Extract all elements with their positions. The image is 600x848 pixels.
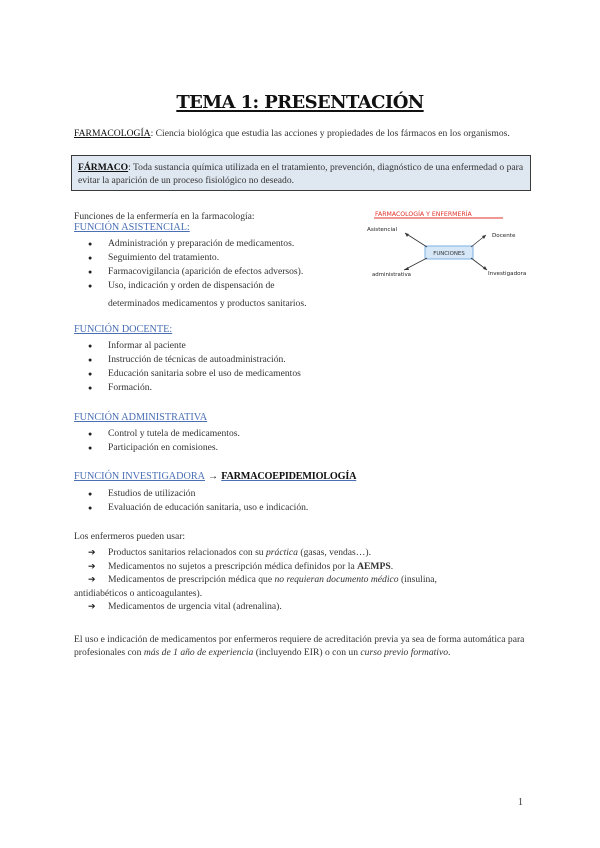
list-item: ➔ Medicamentos no sujetos a prescripción médica definidos por la AEMPS.: [88, 560, 394, 572]
arrow-asistencial: [405, 233, 427, 247]
list-item: ● Participación en comisiones.: [86, 441, 240, 455]
administrativa-list: [86, 427, 240, 455]
diagram-investigadora: Investigadora: [488, 271, 527, 277]
docente-list: [86, 339, 301, 395]
arrow-bullet-icon: ➔: [88, 547, 96, 557]
list-item: ● Farmacovigilancia (aparición de efectos adversos).: [86, 265, 303, 279]
arrow-bullet-icon: ➔: [88, 560, 96, 571]
list-item: ➔ Medicamentos de prescripción médica que no requieran documento médico (insulina,: [88, 574, 437, 585]
diagram-administrativa: administrativa: [372, 272, 411, 278]
list-item: ➔ Medicamentos de urgencia vital (adrenalina).: [88, 601, 282, 612]
diagram-title: FARMACOLOGÍA Y ENFERMERÍA: [375, 211, 472, 218]
list-item: ● Estudios de utilización: [86, 487, 308, 501]
arrowhead-investigadora: [483, 266, 487, 270]
investigadora-list: [86, 487, 308, 515]
investigadora-heading-label: FUNCIÓN INVESTIGADORA: [74, 471, 206, 482]
list-item: ● Uso, indicación y orden de dispensación de: [86, 279, 303, 293]
enfermeros-list: [74, 546, 437, 614]
farmaco-definition-box: [71, 155, 531, 191]
list-item: ● Control y tutela de medicamentos.: [86, 427, 240, 441]
list-item: ● Educación sanitaria sobre el uso de medicamentos: [86, 367, 301, 381]
asistencial-item-continuation: determinados medicamentos y productos sanitarios.: [108, 298, 307, 309]
farmacologia-text: : Ciencia biológica que estudia las acciones y propiedades de los fármacos en los organismos.: [150, 128, 510, 139]
farmaco-term: FÁRMACO: [78, 162, 129, 173]
arrow-bullet-icon: ➔: [88, 574, 96, 584]
diagram-center-label: FUNCIONES: [433, 251, 465, 257]
closing-paragraph: El uso e indicación de medicamentos por enfermeros requiere de acreditación previa ya sea de forma automática para profesionales con más de 1 año de experiencia (incluyendo EIR) o con un curso previo formativo.: [74, 634, 525, 658]
farmacoepidemiologia-label: FARMACOEPIDEMIOLOGÍA: [221, 471, 357, 482]
right-arrow-icon: →: [208, 471, 219, 482]
arrowhead-docente: [482, 235, 486, 239]
funciones-intro: Funciones de la enfermería en la farmacología:: [74, 211, 255, 222]
investigadora-heading: [74, 471, 356, 482]
farmacologia-definition: [74, 127, 540, 140]
list-item: ● Formación.: [86, 381, 301, 395]
docente-heading: FUNCIÓN DOCENTE:: [74, 324, 173, 335]
farmaco-text: : Toda sustancia química utilizada en el tratamiento, prevención, diagnóstico de una enfermedad o para evitar la aparición de un proceso fisiológico no deseado.: [78, 162, 524, 186]
list-item-continuation: antidiabéticos o anticoagulantes).: [74, 587, 203, 599]
farmacologia-term: FARMACOLOGÍA: [74, 128, 151, 139]
list-item: ● Evaluación de educación sanitaria, uso e indicación.: [86, 501, 308, 515]
list-item: ● Seguimiento del tratamiento.: [86, 251, 303, 265]
diagram-docente: Docente: [492, 233, 516, 239]
functions-diagram: [364, 206, 534, 282]
asistencial-heading: FUNCIÓN ASISTENCIAL:: [74, 222, 190, 233]
administrativa-heading: FUNCIÓN ADMINISTRATIVA: [74, 412, 208, 423]
page-number: 1: [518, 797, 523, 808]
page-title: TEMA 1: PRESENTACIÓN: [176, 92, 424, 113]
list-item: ➔ Productos sanitarios relacionados con su práctica (gasas, vendas…).: [88, 547, 371, 558]
list-item: ● Administración y preparación de medicamentos.: [86, 237, 303, 251]
list-item: ● Instrucción de técnicas de autoadministración.: [86, 353, 301, 367]
arrow-bullet-icon: ➔: [88, 601, 96, 611]
diagram-asistencial: Asistencial: [367, 227, 398, 233]
enfermeros-intro: Los enfermeros pueden usar:: [74, 531, 186, 542]
asistencial-list: [86, 237, 303, 293]
list-item: ● Informar al paciente: [86, 339, 301, 353]
